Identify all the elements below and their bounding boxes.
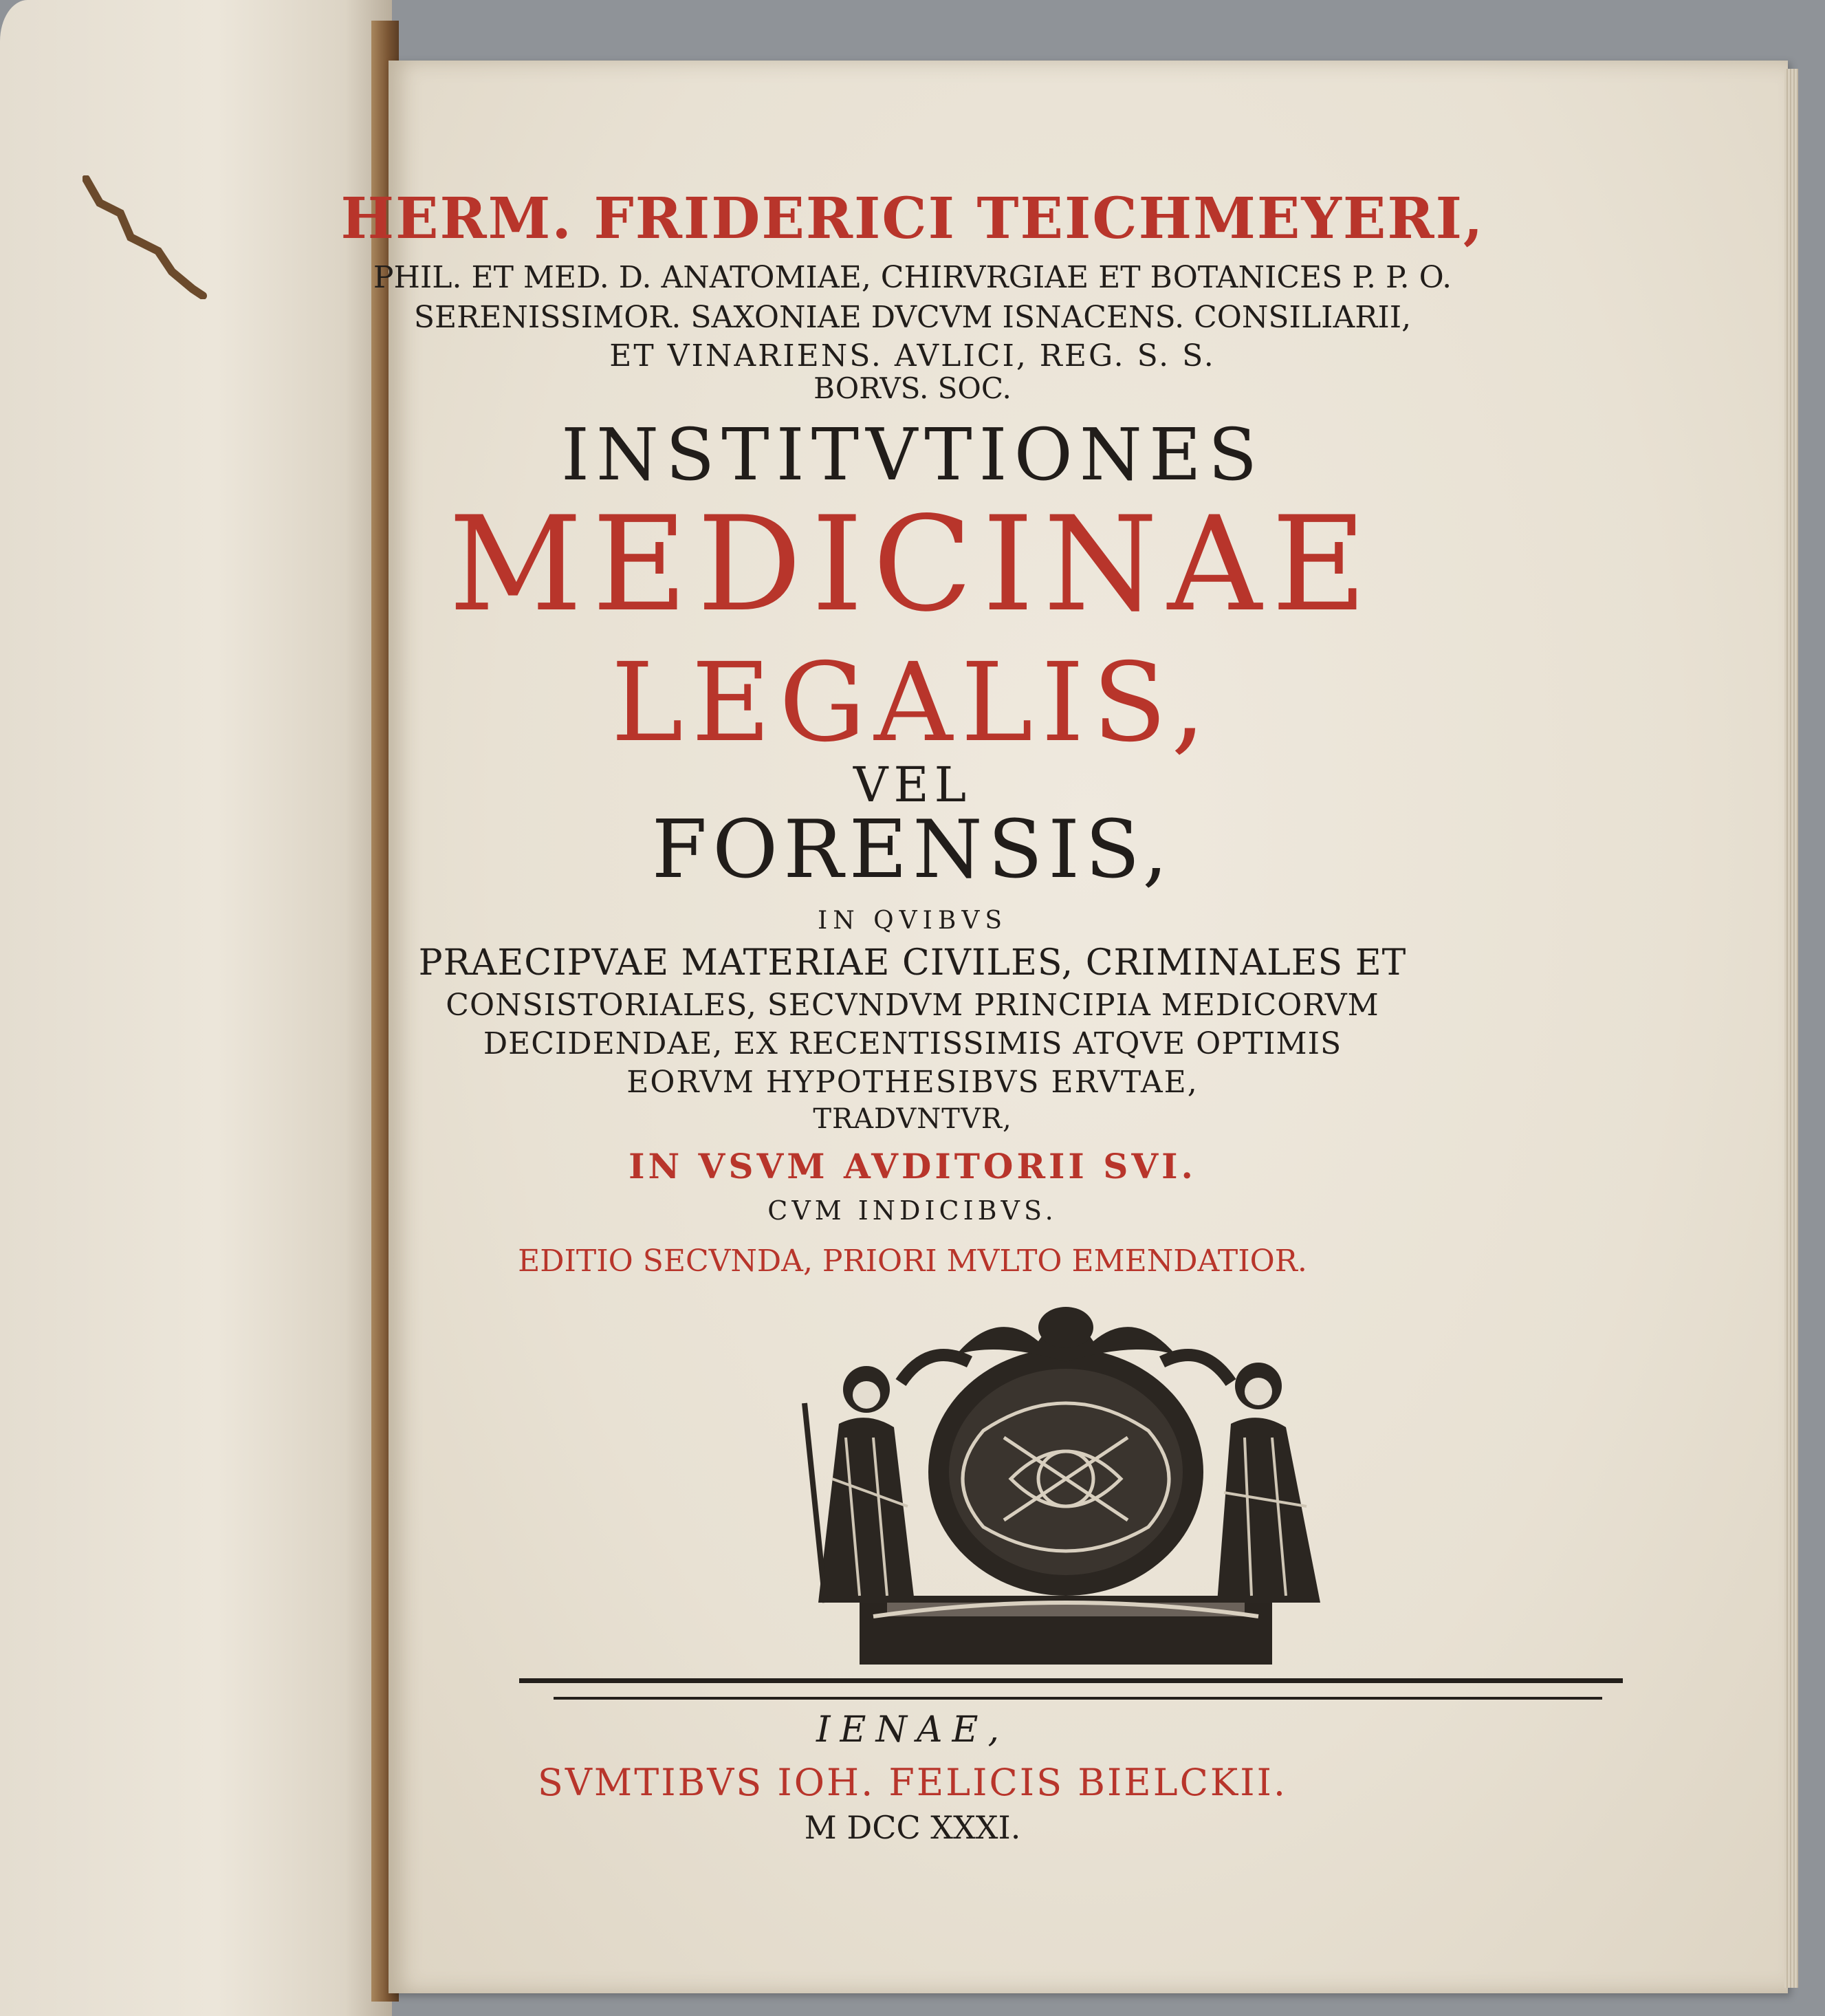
woodcut-ornament — [777, 1300, 1355, 1671]
thick-rule — [519, 1678, 1623, 1683]
description-line-2: CONSISTORIALES, SECVNDVM PRINCIPIA MEDICORVM — [446, 988, 1379, 1023]
title-medicinae: MEDICINAE — [448, 488, 1377, 640]
title-vel: VEL — [853, 757, 972, 813]
description-line-5: TRADVNTVR, — [813, 1103, 1012, 1135]
credentials-line-4: BORVS. SOC. — [813, 371, 1012, 405]
in-quibus: IN QVIBVS — [817, 907, 1007, 935]
credentials-line-2: SERENISSIMOR. SAXONIAE DVCVM ISNACENS. CONSILIARII, — [413, 300, 1412, 335]
title-legalis: LEGALIS, — [611, 640, 1214, 766]
title-institutiones: INSTITVTIONES — [560, 413, 1265, 497]
cum-indicibus: CVM INDICIBVS. — [767, 1195, 1058, 1226]
description-line-3: DECIDENDAE, EX RECENTISSIMIS ATQVE OPTIMIS — [483, 1026, 1342, 1061]
description-line-4: EORVM HYPOTHESIBVS ERVTAE, — [626, 1065, 1199, 1100]
edition-statement: EDITIO SECVNDA, PRIORI MVLTO EMENDATIOR. — [518, 1244, 1307, 1279]
description-line-1: PRAECIPVAE MATERIAE CIVILES, CRIMINALES ET — [418, 942, 1407, 984]
thin-rule — [554, 1697, 1602, 1700]
imprint-year: M DCC XXXI. — [804, 1809, 1021, 1846]
credentials-line-3: ET VINARIENS. AVLICI, REG. S. S. — [609, 338, 1216, 373]
imprint-place: IENAE, — [816, 1709, 1009, 1751]
in-usum: IN VSVM AVDITORII SVI. — [629, 1146, 1196, 1186]
imprint-publisher: SVMTIBVS IOH. FELICIS BIELCKII. — [537, 1761, 1288, 1804]
credentials-line-1: PHIL. ET MED. D. ANATOMIAE, CHIRVRGIAE ET BOTANICES P. P. O. — [373, 260, 1452, 295]
author-name: HERM. FRIDERICI TEICHMEYERI, — [340, 186, 1485, 252]
title-forensis: FORENSIS, — [651, 803, 1174, 896]
